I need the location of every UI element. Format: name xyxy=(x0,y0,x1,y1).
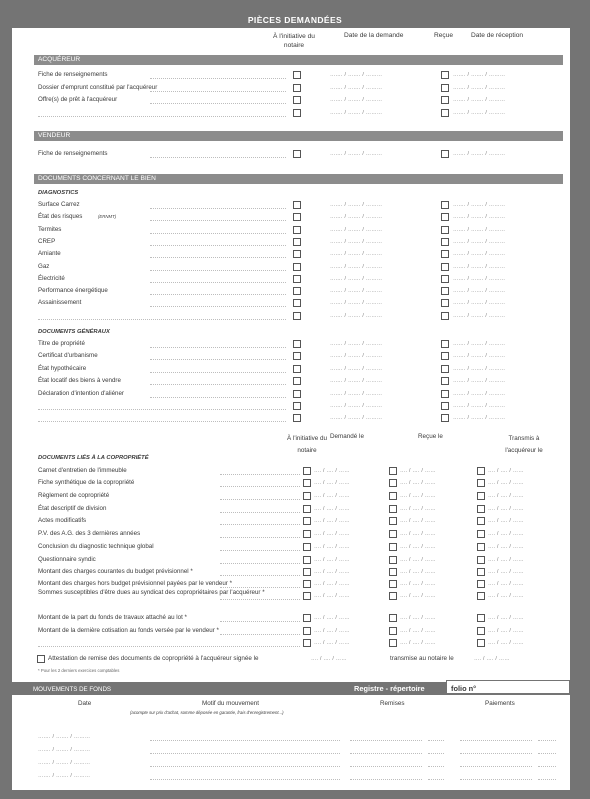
copro-demande-date[interactable]: …. / …. / …… xyxy=(314,531,350,537)
copro-recue-checkbox[interactable] xyxy=(389,517,397,525)
copro-recue-date[interactable]: …. / …. / …… xyxy=(400,544,436,550)
copro-col-demande: Demandé le xyxy=(330,433,364,440)
copro-initiative-checkbox[interactable] xyxy=(303,505,311,513)
copro-row-leader xyxy=(220,499,300,500)
copro-transmis-date[interactable]: …. / …. / …… xyxy=(488,493,524,499)
acquereur-demande-date[interactable]: ……. / ……. / ……… xyxy=(330,97,383,103)
diagnostic-row-leader xyxy=(150,208,286,209)
folio-label: folio n° xyxy=(451,684,477,693)
mvt-motif-line[interactable] xyxy=(150,740,340,741)
document-general-reception-date[interactable]: ……. / ……. / ……… xyxy=(453,365,506,372)
diagnostic-label: Performance énergétique xyxy=(38,287,108,295)
acquereur-row-leader xyxy=(150,78,286,79)
diagnostic-label: État des risques xyxy=(38,213,83,221)
section-acquereur: ACQUÉREUR xyxy=(34,55,563,65)
mvt-col-date: Date xyxy=(78,700,92,707)
copro-transmis-checkbox[interactable] xyxy=(477,627,485,635)
acquereur-initiative-checkbox[interactable] xyxy=(293,96,301,104)
vendeur-recue-checkbox[interactable] xyxy=(441,150,449,158)
copro-initiative-checkbox[interactable] xyxy=(303,614,311,622)
document-general-row-leader xyxy=(150,372,286,373)
copro-initiative-checkbox[interactable] xyxy=(303,580,311,588)
vendeur-initiative-checkbox[interactable] xyxy=(293,150,301,158)
copro-title: DOCUMENTS LIÉS À LA COPROPRIÉTÉ xyxy=(38,455,149,461)
mvt-remise-cents[interactable] xyxy=(428,766,444,767)
mvt-date[interactable]: ……. / ……. / ……… xyxy=(38,747,91,753)
document-general-row-leader xyxy=(38,409,286,410)
registre-label: Registre - répertoire xyxy=(354,684,425,693)
attestation-label: Attestation de remise des documents de copropriété à l'acquéreur signée le xyxy=(48,655,259,662)
mvt-motif-line[interactable] xyxy=(150,779,340,780)
copro-transmis-checkbox[interactable] xyxy=(477,517,485,525)
copro-initiative-checkbox[interactable] xyxy=(303,543,311,551)
document-general-reception-date[interactable]: ……. / ……. / ……… xyxy=(453,341,506,347)
copro-row-leader xyxy=(220,524,300,525)
document-general-initiative-checkbox[interactable] xyxy=(293,390,301,398)
diagnostic-initiative-checkbox[interactable] xyxy=(293,299,301,307)
diagnostic-recue-checkbox[interactable] xyxy=(441,250,449,258)
diagnostic-initiative-checkbox[interactable] xyxy=(293,226,301,234)
copro-row-leader xyxy=(220,634,300,635)
copro-row-leader xyxy=(220,550,300,551)
diagnostic-label: Électricité xyxy=(38,274,65,282)
document-general-recue-checkbox[interactable] xyxy=(441,365,449,373)
copro-label: P.V. des A.G. des 3 dernières années xyxy=(38,530,141,537)
document-general-initiative-checkbox[interactable] xyxy=(293,377,301,385)
copro-recue-checkbox[interactable] xyxy=(389,568,397,576)
copro-recue-checkbox[interactable] xyxy=(389,543,397,551)
copro-demande-date[interactable]: …. / …. / …… xyxy=(314,628,350,634)
diagnostic-recue-checkbox[interactable] xyxy=(441,299,449,307)
diagnostic-demande-date[interactable]: ……. / ……. / ……… xyxy=(330,275,383,282)
acquereur-reception-date[interactable]: ……. / ……. / ……… xyxy=(453,72,506,78)
acquereur-initiative-checkbox[interactable] xyxy=(293,71,301,79)
diagnostic-reception-date[interactable]: ……. / ……. / ……… xyxy=(453,312,506,319)
attestation-checkbox[interactable] xyxy=(37,655,45,663)
copro-row-leader xyxy=(220,474,300,475)
mvt-date[interactable]: ……. / ……. / ……… xyxy=(38,760,91,766)
acquereur-row-leader xyxy=(38,116,286,117)
mvt-paiement-cents[interactable] xyxy=(538,766,556,767)
document-general-demande-date[interactable]: ……. / ……. / ……… xyxy=(330,378,383,385)
copro-recue-date[interactable]: …. / …. / …… xyxy=(400,557,436,563)
copro-row-leader xyxy=(220,537,300,538)
diagnostic-recue-checkbox[interactable] xyxy=(441,238,449,246)
document-general-demande-date[interactable]: ……. / ……. / ……… xyxy=(330,353,383,360)
document-general-recue-checkbox[interactable] xyxy=(441,390,449,398)
copro-initiative-checkbox[interactable] xyxy=(303,568,311,576)
col-initiative: À l'initiative du notaire xyxy=(273,33,315,49)
attestation-date[interactable]: …. / …. / …… xyxy=(311,656,347,662)
mvt-remise-line[interactable] xyxy=(350,740,422,741)
diagnostic-initiative-checkbox[interactable] xyxy=(293,275,301,283)
document-general-row-leader xyxy=(38,421,286,422)
diagnostic-row-leader xyxy=(38,319,286,320)
copro-transmis-date[interactable]: …. / …. / …… xyxy=(488,593,524,599)
frame-right xyxy=(570,0,590,799)
copro-label: Fiche synthétique de la copropriété xyxy=(38,479,135,486)
document-general-row-leader xyxy=(150,347,286,348)
copro-row-leader xyxy=(220,563,300,564)
copro-col-initiative: À l'initiative du notaire xyxy=(286,435,328,454)
document-general-initiative-checkbox[interactable] xyxy=(293,365,301,373)
copro-recue-date[interactable]: …. / …. / …… xyxy=(400,506,436,512)
mvt-remise-cents[interactable] xyxy=(428,740,444,741)
copro-demande-date[interactable]: …. / …. / …… xyxy=(314,468,350,474)
copro-recue-date[interactable]: …. / …. / …… xyxy=(400,628,436,634)
mvt-paiement-cents[interactable] xyxy=(538,753,556,754)
copro-label: Questionnaire syndic xyxy=(38,556,96,563)
mvt-paiement-line[interactable] xyxy=(460,766,532,767)
diagnostic-label: Termites xyxy=(38,225,62,233)
document-general-recue-checkbox[interactable] xyxy=(441,352,449,360)
diagnostic-initiative-checkbox[interactable] xyxy=(293,201,301,209)
document-general-row-leader xyxy=(150,384,286,385)
acquereur-initiative-checkbox[interactable] xyxy=(293,109,301,117)
diagnostics-title: DIAGNOSTICS xyxy=(38,190,79,196)
diagnostic-demande-date[interactable]: ……. / ……. / ……… xyxy=(330,288,383,295)
document-general-recue-checkbox[interactable] xyxy=(441,340,449,348)
acquereur-recue-checkbox[interactable] xyxy=(441,71,449,79)
acquereur-row-leader xyxy=(150,91,286,92)
copro-label: Montant de la dernière cotisation au fonds versée par le vendeur * xyxy=(38,627,219,634)
document-general-row-leader xyxy=(150,397,286,398)
document-general-initiative-checkbox[interactable] xyxy=(293,352,301,360)
diagnostic-row-leader xyxy=(150,306,286,307)
acquereur-reception-date[interactable]: ……. / ……. / ……… xyxy=(453,109,506,116)
acquereur-demande-date[interactable]: ……. / ……. / ……… xyxy=(330,84,383,91)
document-general-reception-date[interactable]: ……. / ……. / ……… xyxy=(453,353,506,360)
diagnostic-demande-date[interactable]: ……. / ……. / ……… xyxy=(330,312,383,319)
copro-label: Carnet d'entretien de l'immeuble xyxy=(38,467,127,474)
copro-label: Sommes susceptibles d'être dues au syndicat des copropriétaires par l'acquéreur * xyxy=(38,589,265,596)
copro-transmis-checkbox[interactable] xyxy=(477,614,485,622)
copro-row-leader xyxy=(220,486,300,487)
copro-initiative-checkbox[interactable] xyxy=(303,627,311,635)
copro-transmis-checkbox[interactable] xyxy=(477,530,485,538)
acquereur-recue-checkbox[interactable] xyxy=(441,96,449,104)
diagnostic-demande-date[interactable]: ……. / ……. / ……… xyxy=(330,251,383,258)
acquereur-label: Fiche de renseignements xyxy=(38,71,108,78)
diagnostic-initiative-checkbox[interactable] xyxy=(293,213,301,221)
mvt-remise-cents[interactable] xyxy=(428,753,444,754)
diagnostic-recue-checkbox[interactable] xyxy=(441,275,449,283)
diagnostic-demande-date[interactable]: ……. / ……. / ……… xyxy=(330,238,383,245)
diagnostic-row-leader xyxy=(150,294,286,295)
diagnostic-reception-date[interactable]: ……. / ……. / ……… xyxy=(453,275,506,282)
document-general-label: Déclaration d'intention d'aliéner xyxy=(38,389,124,397)
copro-demande-date[interactable]: …. / …. / …… xyxy=(314,615,350,621)
diagnostic-label: Surface Carrez xyxy=(38,201,80,208)
mvt-remise-cents[interactable] xyxy=(428,779,444,780)
acquereur-initiative-checkbox[interactable] xyxy=(293,84,301,92)
diagnostic-demande-date[interactable]: ……. / ……. / ……… xyxy=(330,263,383,270)
diagnostic-initiative-checkbox[interactable] xyxy=(293,238,301,246)
document-general-demande-date[interactable]: ……. / ……. / ……… xyxy=(330,390,383,397)
transmise-date[interactable]: …. / …. / …… xyxy=(474,656,510,662)
vendeur-row-leader xyxy=(150,157,286,158)
copro-label: Conclusion du diagnostic technique global xyxy=(38,543,154,550)
copro-initiative-checkbox[interactable] xyxy=(303,492,311,500)
document-general-recue-checkbox[interactable] xyxy=(441,414,449,422)
diagnostic-row-leader xyxy=(150,270,286,271)
document-general-initiative-checkbox[interactable] xyxy=(293,340,301,348)
frame-top xyxy=(0,0,590,11)
document-general-demande-date[interactable]: ……. / ……. / ……… xyxy=(330,415,383,422)
diagnostic-row-leader xyxy=(150,220,286,221)
copro-demande-date[interactable]: …. / …. / …… xyxy=(314,506,350,512)
copro-label: État descriptif de division xyxy=(38,505,107,512)
diagnostic-row-leader xyxy=(150,233,286,234)
col-date-reception: Date de réception xyxy=(471,32,524,39)
frame-left xyxy=(0,0,12,799)
document-general-reception-date[interactable]: ……. / ……. / ……… xyxy=(453,403,506,409)
copro-initiative-checkbox[interactable] xyxy=(303,467,311,475)
mvt-remise-line[interactable] xyxy=(350,753,422,754)
copro-recue-checkbox[interactable] xyxy=(389,492,397,500)
document-general-demande-date[interactable]: ……. / ……. / ……… xyxy=(330,403,383,409)
copro-row-leader xyxy=(220,621,300,622)
copro-transmis-date[interactable]: …. / …. / …… xyxy=(488,615,524,621)
copro-recue-date[interactable]: …. / …. / …… xyxy=(400,518,436,524)
mvt-col-paiements: Paiements xyxy=(485,700,515,707)
copro-label: Règlement de copropriété xyxy=(38,492,110,499)
copro-recue-date[interactable]: …. / …. / …… xyxy=(400,593,436,599)
diagnostic-initiative-checkbox[interactable] xyxy=(293,250,301,258)
frame-bottom xyxy=(0,790,590,799)
mvt-col-motif: Motif du mouvement xyxy=(202,700,260,707)
copro-label: Montant de la part du fonds de travaux attaché au lot * xyxy=(38,614,187,621)
copro-recue-date[interactable]: …. / …. / …… xyxy=(400,493,436,499)
mvt-remise-line[interactable] xyxy=(350,779,422,780)
copro-transmis-checkbox[interactable] xyxy=(477,568,485,576)
copro-transmis-date[interactable]: …. / …. / …… xyxy=(488,518,524,524)
copro-transmis-date[interactable]: …. / …. / …… xyxy=(488,581,524,587)
acquereur-row-leader xyxy=(150,103,286,104)
document-general-row-leader xyxy=(150,359,286,360)
copro-demande-date[interactable]: …. / …. / …… xyxy=(314,493,350,499)
col-recue: Reçue xyxy=(434,32,454,39)
diagnostic-row-leader xyxy=(150,245,286,246)
diagnostic-reception-date[interactable]: ……. / ……. / ……… xyxy=(453,263,506,270)
mvt-paiement-line[interactable] xyxy=(460,740,532,741)
copro-row-leader xyxy=(220,512,300,513)
copro-demande-date[interactable]: …. / …. / …… xyxy=(314,480,350,486)
diagnostic-demande-date[interactable]: ……. / ……. / ……… xyxy=(330,214,383,221)
copro-transmis-date[interactable]: …. / …. / …… xyxy=(488,480,524,486)
mvt-paiement-cents[interactable] xyxy=(538,779,556,780)
copro-row-leader xyxy=(220,575,300,576)
section-vendeur: VENDEUR xyxy=(34,131,563,141)
diagnostic-demande-date[interactable]: ……. / ……. / ……… xyxy=(330,226,383,233)
diagnostic-row-leader xyxy=(150,282,286,283)
copro-initiative-checkbox[interactable] xyxy=(303,479,311,487)
diagnostic-initiative-checkbox[interactable] xyxy=(293,263,301,271)
document-general-reception-date[interactable]: ……. / ……. / ……… xyxy=(453,378,506,385)
diagnostic-demande-date[interactable]: ……. / ……. / ……… xyxy=(330,300,383,307)
diagnostic-recue-checkbox[interactable] xyxy=(441,312,449,320)
diagnostic-recue-checkbox[interactable] xyxy=(441,287,449,295)
copro-transmis-date[interactable]: …. / …. / …… xyxy=(488,569,524,575)
document-general-initiative-checkbox[interactable] xyxy=(293,402,301,410)
vendeur-demande-date[interactable]: ……. / ……. / ……… xyxy=(330,151,383,157)
transmise-label: transmise au notaire le xyxy=(390,655,454,662)
copro-recue-date[interactable]: …. / …. / …… xyxy=(400,581,436,587)
copro-initiative-checkbox[interactable] xyxy=(303,530,311,538)
copro-transmis-checkbox[interactable] xyxy=(477,479,485,487)
copro-col-transmis: Transmis à l'acquéreur le xyxy=(505,435,543,454)
copro-row-leader xyxy=(220,599,300,600)
copro-demande-date[interactable]: …. / …. / …… xyxy=(314,569,350,575)
copro-recue-checkbox[interactable] xyxy=(389,627,397,635)
document-general-demande-date[interactable]: ……. / ……. / ……… xyxy=(330,341,383,347)
diagnostic-recue-checkbox[interactable] xyxy=(441,263,449,271)
document-general-demande-date[interactable]: ……. / ……. / ……… xyxy=(330,365,383,372)
mvt-col-remises: Remises xyxy=(380,700,405,707)
mvt-date[interactable]: ……. / ……. / ……… xyxy=(38,734,91,740)
document-general-recue-checkbox[interactable] xyxy=(441,402,449,410)
copro-row-leader xyxy=(220,587,300,588)
acquereur-label: Offre(s) de prêt à l'acquéreur xyxy=(38,96,118,103)
copro-demande-date[interactable]: …. / …. / …… xyxy=(314,518,350,524)
copro-transmis-date[interactable]: …. / …. / …… xyxy=(488,468,524,474)
copro-recue-date[interactable]: …. / …. / …… xyxy=(400,615,436,621)
diagnostic-label: Gaz xyxy=(38,262,50,270)
copro-recue-checkbox[interactable] xyxy=(389,530,397,538)
copro-row-leader xyxy=(38,646,300,647)
acquereur-label: Dossier d'emprunt constitué par l'acquéreur xyxy=(38,83,158,91)
diagnostic-initiative-checkbox[interactable] xyxy=(293,287,301,295)
diagnostic-reception-date[interactable]: ……. / ……. / ……… xyxy=(453,238,506,245)
document-general-label: État hypothécaire xyxy=(38,364,87,372)
mvt-remise-line[interactable] xyxy=(350,766,422,767)
copro-recue-date[interactable]: …. / …. / …… xyxy=(400,640,436,646)
copro-recue-date[interactable]: …. / …. / …… xyxy=(400,480,436,486)
copro-transmis-date[interactable]: …. / …. / …… xyxy=(488,640,524,646)
copro-demande-date[interactable]: …. / …. / …… xyxy=(314,640,350,646)
diagnostic-reception-date[interactable]: ……. / ……. / ……… xyxy=(453,288,506,295)
mouvements-header: MOUVEMENTS DE FONDS xyxy=(33,686,112,693)
acquereur-recue-checkbox[interactable] xyxy=(441,84,449,92)
copro-demande-date[interactable]: …. / …. / …… xyxy=(314,593,350,599)
copro-transmis-checkbox[interactable] xyxy=(477,467,485,475)
copro-initiative-checkbox[interactable] xyxy=(303,556,311,564)
diagnostic-reception-date[interactable]: ……. / ……. / ……… xyxy=(453,251,506,258)
copro-recue-checkbox[interactable] xyxy=(389,614,397,622)
document-general-reception-date[interactable]: ……. / ……. / ……… xyxy=(453,390,506,397)
copro-transmis-checkbox[interactable] xyxy=(477,492,485,500)
copro-recue-checkbox[interactable] xyxy=(389,556,397,564)
diagnostic-label: CREP xyxy=(38,237,56,245)
diagnostic-ernmt: (ERNMT) xyxy=(98,214,117,220)
diagnostic-reception-date[interactable]: ……. / ……. / ……… xyxy=(453,226,506,233)
mvt-date[interactable]: ……. / ……. / ……… xyxy=(38,773,91,779)
copro-transmis-checkbox[interactable] xyxy=(477,592,485,600)
diagnostic-demande-date[interactable]: ……. / ……. / ……… xyxy=(330,202,383,208)
copro-transmis-date[interactable]: …. / …. / …… xyxy=(488,506,524,512)
mvt-paiement-line[interactable] xyxy=(460,753,532,754)
copro-initiative-checkbox[interactable] xyxy=(303,639,311,647)
copro-recue-checkbox[interactable] xyxy=(389,505,397,513)
document-general-label: État locatif des biens à vendre xyxy=(38,377,121,385)
diagnostic-recue-checkbox[interactable] xyxy=(441,226,449,234)
diagnostic-reception-date[interactable]: ……. / ……. / ……… xyxy=(453,202,506,208)
acquereur-demande-date[interactable]: ……. / ……. / ……… xyxy=(330,109,383,116)
diagnostic-recue-checkbox[interactable] xyxy=(441,201,449,209)
copro-transmis-checkbox[interactable] xyxy=(477,639,485,647)
diagnostic-recue-checkbox[interactable] xyxy=(441,213,449,221)
document-general-recue-checkbox[interactable] xyxy=(441,377,449,385)
footnote: * Pour les 2 derniers exercices comptables xyxy=(38,668,120,673)
copro-recue-checkbox[interactable] xyxy=(389,580,397,588)
col-date-demande: Date de la demande xyxy=(344,32,404,39)
copro-recue-checkbox[interactable] xyxy=(389,479,397,487)
section-bien: DOCUMENTS CONCERNANT LE BIEN xyxy=(34,174,563,184)
mvt-motif-line[interactable] xyxy=(150,753,340,754)
copro-label: Montant des charges hors budget prévisionnel payées par le vendeur * xyxy=(38,580,232,587)
document-general-label: Titre de propriété xyxy=(38,340,85,347)
acquereur-reception-date[interactable]: ……. / ……. / ……… xyxy=(453,84,506,91)
diagnostic-reception-date[interactable]: ……. / ……. / ……… xyxy=(453,214,506,221)
copro-label: Actes modificatifs xyxy=(38,517,87,524)
copro-transmis-checkbox[interactable] xyxy=(477,556,485,564)
copro-demande-date[interactable]: …. / …. / …… xyxy=(314,581,350,587)
copro-transmis-date[interactable]: …. / …. / …… xyxy=(488,531,524,537)
document-general-label: Certificat d'urbanisme xyxy=(38,352,98,360)
mvt-paiement-line[interactable] xyxy=(460,779,532,780)
copro-initiative-checkbox[interactable] xyxy=(303,592,311,600)
copro-transmis-date[interactable]: …. / …. / …… xyxy=(488,557,524,563)
copro-label: Montant des charges courantes du budget prévisionnel * xyxy=(38,568,193,575)
mvt-motif-line[interactable] xyxy=(150,766,340,767)
copro-demande-date[interactable]: …. / …. / …… xyxy=(314,557,350,563)
copro-recue-date[interactable]: …. / …. / …… xyxy=(400,468,436,474)
copro-recue-date[interactable]: …. / …. / …… xyxy=(400,531,436,537)
copro-transmis-checkbox[interactable] xyxy=(477,505,485,513)
vendeur-reception-date[interactable]: ……. / ……. / ……… xyxy=(453,151,506,157)
mvt-col-motif-sub: (acompte sur prix d'achat, somme déposée en garantie, frais d'enregistrement...) xyxy=(130,710,284,715)
copro-col-recue: Reçue le xyxy=(418,433,443,440)
mvt-paiement-cents[interactable] xyxy=(538,740,556,741)
copro-recue-checkbox[interactable] xyxy=(389,467,397,475)
copro-transmis-checkbox[interactable] xyxy=(477,543,485,551)
acquereur-demande-date[interactable]: ……. / ……. / ……… xyxy=(330,72,383,78)
diagnostic-initiative-checkbox[interactable] xyxy=(293,312,301,320)
document-general-initiative-checkbox[interactable] xyxy=(293,414,301,422)
generaux-title: DOCUMENTS GÉNÉRAUX xyxy=(38,329,110,335)
diagnostic-reception-date[interactable]: ……. / ……. / ……… xyxy=(453,300,506,307)
page-title: PIÈCES DEMANDÉES xyxy=(247,15,343,25)
vendeur-label: Fiche de renseignements xyxy=(38,150,108,157)
copro-demande-date[interactable]: …. / …. / …… xyxy=(314,544,350,550)
copro-recue-checkbox[interactable] xyxy=(389,592,397,600)
copro-transmis-date[interactable]: …. / …. / …… xyxy=(488,544,524,550)
diagnostic-label: Amiante xyxy=(38,250,61,258)
copro-recue-date[interactable]: …. / …. / …… xyxy=(400,569,436,575)
copro-recue-checkbox[interactable] xyxy=(389,639,397,647)
document-general-reception-date[interactable]: ……. / ……. / ……… xyxy=(453,415,506,422)
copro-transmis-checkbox[interactable] xyxy=(477,580,485,588)
acquereur-reception-date[interactable]: ……. / ……. / ……… xyxy=(453,97,506,103)
copro-initiative-checkbox[interactable] xyxy=(303,517,311,525)
copro-transmis-date[interactable]: …. / …. / …… xyxy=(488,628,524,634)
diagnostic-label: Assainissement xyxy=(38,299,82,307)
diagnostic-row-leader xyxy=(150,257,286,258)
acquereur-recue-checkbox[interactable] xyxy=(441,109,449,117)
